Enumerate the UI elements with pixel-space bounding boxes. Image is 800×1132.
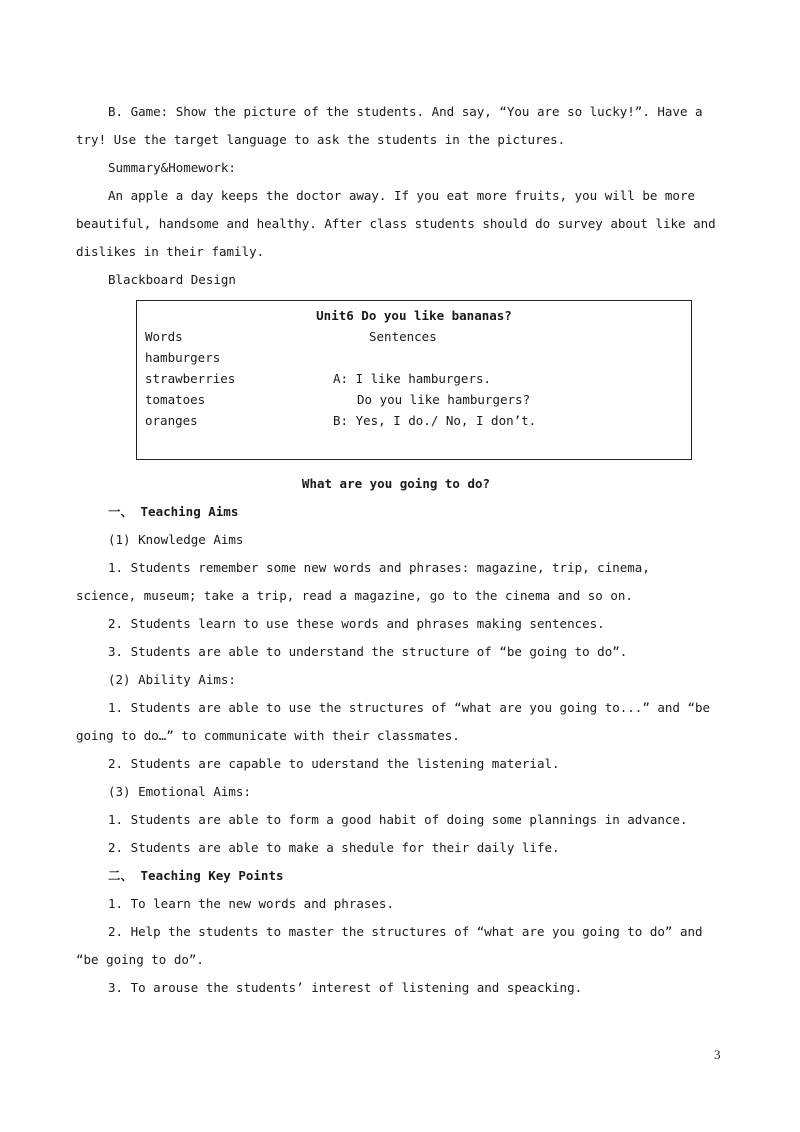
ability-aims-heading: (2) Ability Aims: <box>108 672 236 687</box>
blackboard-words-column <box>145 326 235 431</box>
knowledge-aim-1: 1. Students remember some new words and phrases: magazine, trip, cinema, science, museum; take a trip, read a magazine, go to the cinema and so on. <box>76 560 650 603</box>
emotional-aim-2: 2. Students are able to make a shedule for their daily life. <box>108 840 560 855</box>
knowledge-aim-2: 2. Students learn to use these words and phrases making sentences. <box>108 616 605 631</box>
key-point-2: 2. Help the students to master the structures of “what are you going to do” and “be going to do”. <box>76 924 703 967</box>
blackboard-title: Unit6 Do you like bananas? <box>316 308 512 323</box>
sentence-b: B: Yes, I do./ No, I don’t. <box>333 413 537 428</box>
ability-aim-2: 2. Students are capable to uderstand the listening material. <box>108 756 560 771</box>
knowledge-aim-3: 3. Students are able to understand the structure of “be going to do”. <box>108 644 628 659</box>
game-paragraph: B. Game: Show the picture of the students. And say, “You are so lucky!”. Have a try! Use the target language to ask the students in the pictures. <box>76 104 703 147</box>
sentence-a: A: I like hamburgers. <box>333 371 492 386</box>
ability-aim-1: 1. Students are able to use the structures of “what are you going to...” and “be going to do…” to communicate with their classmates. <box>76 700 711 743</box>
emotional-aim-1: 1. Students are able to form a good habit of doing some plannings in advance. <box>108 812 688 827</box>
word-item: hamburgers <box>145 350 221 365</box>
key-point-3: 3. To arouse the students’ interest of listening and speacking. <box>108 980 583 995</box>
document-body <box>76 98 716 1002</box>
blackboard-sentences-column <box>333 326 536 431</box>
section-heading-key-points: 二、 Teaching Key Points <box>108 868 284 883</box>
blackboard-design-box <box>136 300 692 460</box>
page-number: 3 <box>714 1047 721 1062</box>
sentences-header: Sentences <box>369 329 437 344</box>
blackboard-heading: Blackboard Design <box>108 272 236 287</box>
knowledge-aims-heading: (1) Knowledge Aims <box>108 532 244 547</box>
sentence-a2: Do you like hamburgers? <box>357 392 531 407</box>
word-item: strawberries <box>145 371 236 386</box>
word-item: oranges <box>145 413 198 428</box>
lesson-title: What are you going to do? <box>301 476 491 491</box>
section-heading-teaching-aims: 一、 Teaching Aims <box>108 504 239 519</box>
emotional-aims-heading: (3) Emotional Aims: <box>108 784 251 799</box>
words-header: Words <box>145 329 183 344</box>
word-item: tomatoes <box>145 392 206 407</box>
key-point-1: 1. To learn the new words and phrases. <box>108 896 394 911</box>
summary-heading: Summary&Homework: <box>108 160 236 175</box>
summary-paragraph: An apple a day keeps the doctor away. If you eat more fruits, you will be more beautiful, handsome and healthy. After class students should do survey about like and dislikes in their family. <box>76 188 716 259</box>
